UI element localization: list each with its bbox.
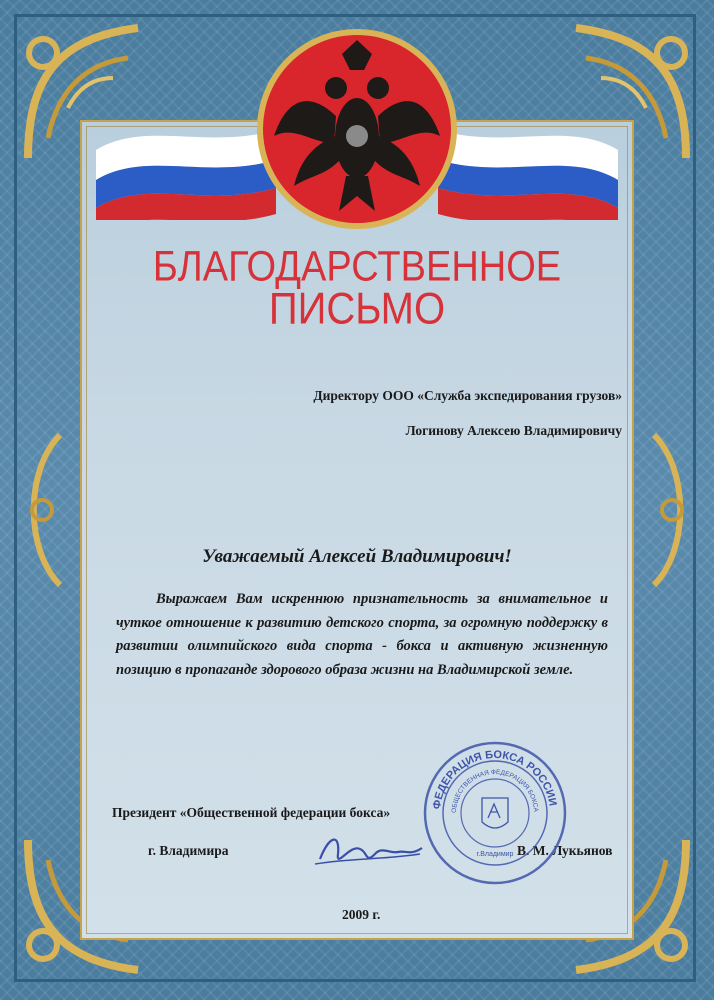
signer-name: В. М. Лукьянов	[517, 843, 613, 858]
federation-seal-stamp	[420, 738, 570, 888]
handwritten-signature	[310, 824, 430, 874]
seal-outer-text: ФЕДЕРАЦИЯ БОКСА РОССИИ	[431, 748, 559, 811]
recipient-name: Логинову Алексею Владимировичу	[405, 423, 622, 438]
russian-flag-left-icon	[96, 110, 276, 220]
greeting: Уважаемый Алексей Владимирович!	[202, 546, 512, 567]
seal-emblem-icon	[482, 798, 508, 828]
recipient-position: Директору ООО «Служба экспедирования грузов»	[313, 388, 622, 403]
seal-bottom-text: г.Владимир	[476, 851, 514, 858]
document-title-line1: БЛАГОДАРСТВЕННОЕ	[152, 243, 562, 291]
document-year: 2009 г.	[342, 907, 381, 922]
coat-of-arms-icon	[254, 26, 460, 232]
letter-body: Выражаем Вам искреннюю признательность за внимательное и чуткое отношение к развитию детского спорта, за огромную поддержку в развитии олимпийского вида спорта - бокса и активную жизненную позицию в пропаганде здорового образа жизни на Владимирской земле.	[116, 591, 608, 678]
signer-city: г. Владимира	[148, 843, 229, 858]
signer-title: Президент «Общественной федерации бокса»	[112, 805, 391, 820]
seal-inner-text: ОБЩЕСТВЕННАЯ ФЕДЕРАЦИЯ БОКСА	[450, 768, 540, 814]
document-title-line2: ПИСЬМО	[268, 284, 446, 334]
russian-flag-right-icon	[438, 110, 618, 220]
